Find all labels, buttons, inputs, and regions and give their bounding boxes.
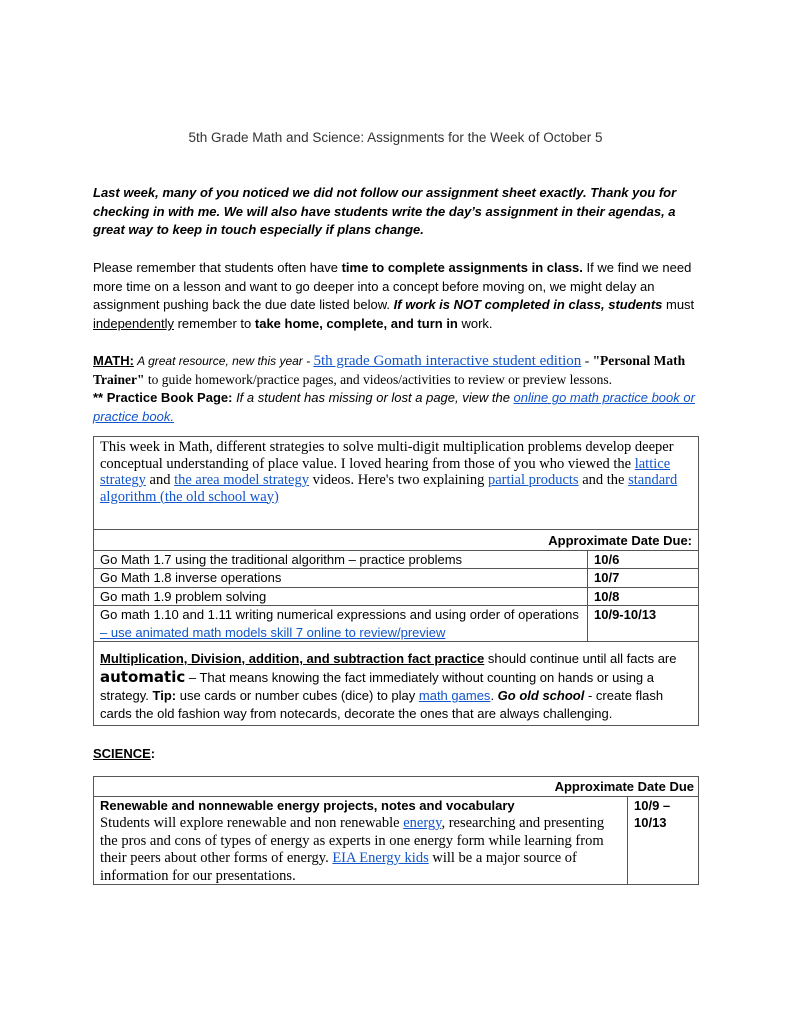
table-row [94, 587, 699, 606]
reminder-bold: time to complete assignments in class. [341, 260, 583, 275]
reminder-text: Please remember that students often have [93, 260, 342, 275]
partial-products-link[interactable]: partial products [487, 472, 579, 488]
due-date-cell: 10/7 [588, 569, 699, 588]
fact-text: – That means knowing the fact immediately without counting on hands or using a strategy. [100, 670, 654, 703]
science-task-description [100, 815, 604, 884]
due-date-cell [628, 796, 699, 885]
reminder-text: remember to [173, 316, 255, 332]
math-assignments-table [93, 436, 699, 726]
lattice-strategy-link[interactable]: lattice strategy [100, 455, 671, 488]
math-intro-text: and [145, 472, 175, 488]
table-row [94, 796, 699, 885]
fact-practice-cell [94, 642, 699, 726]
math-intro-text: and the [578, 472, 629, 488]
math-note: A great resource, new this year - [137, 354, 314, 368]
practice-book-line [93, 389, 698, 426]
eia-energy-kids-link[interactable]: EIA Energy kids [332, 850, 429, 866]
due-date-cell: 10/6 [588, 550, 699, 569]
science-task-cell [94, 796, 628, 885]
practice-prefix: ** Practice Book Page: [93, 390, 237, 406]
science-colon: : [150, 746, 156, 761]
science-date-header: Approximate Date Due [94, 777, 699, 797]
animated-math-models-link[interactable]: – use animated math models skill 7 online to review/preview [100, 624, 446, 640]
reminder-text: must [662, 297, 695, 313]
fact-text: . [490, 688, 498, 703]
task-cell [94, 606, 588, 642]
reminder-bold-italic: If work is NOT completed in class, students [393, 297, 663, 313]
due-date-line: 10/13 [634, 815, 667, 830]
science-assignments-table [93, 776, 699, 885]
science-task-title: Renewable and nonnewable energy projects, notes and vocabulary [100, 797, 515, 813]
reminder-text: If we find we need more time on a lesson and want to go deeper into a concept before moving on, we might delay an assignment pushing back the due date listed below. [93, 260, 692, 313]
area-model-strategy-link[interactable]: the area model strategy [174, 472, 309, 488]
automatic-word: automatic [100, 668, 186, 686]
math-date-header: Approximate Date Due: [94, 530, 699, 551]
reminder-bold: take home, complete, and turn in [254, 316, 458, 332]
reminder-paragraph [93, 259, 698, 334]
fact-text: use cards or number cubes (dice) to play [176, 688, 419, 703]
science-label: SCIENCE [93, 746, 151, 761]
table-row [94, 550, 699, 569]
fact-practice-heading: Multiplication, Division, addition, and subtraction fact practice [100, 651, 485, 666]
math-resource-line [93, 352, 698, 389]
personal-math-trainer: "Personal Math Trainer" [93, 353, 686, 387]
practice-book-link[interactable]: online go math practice book or practice book. [93, 390, 695, 425]
math-section-header [93, 352, 698, 427]
due-date-line: 10/9 – [634, 797, 671, 813]
task-cell: Go math 1.9 problem solving [94, 587, 588, 606]
standard-algorithm-link[interactable]: standard algorithm (the old school way) [100, 472, 678, 505]
task-cell: Go Math 1.8 inverse operations [94, 569, 588, 588]
science-desc-text: , researching and presenting the pros and cons of types of energy as experts in one energy form while learning from their peers about other forms of energy. [100, 815, 605, 866]
due-date-cell: 10/9-10/13 [588, 606, 699, 642]
energy-link[interactable]: energy [403, 815, 442, 831]
math-intro-cell [94, 437, 699, 530]
math-intro-text: videos. Here's two explaining [308, 472, 488, 488]
table-row [94, 606, 699, 642]
gomath-student-edition-link[interactable]: 5th grade Gomath interactive student edition [313, 353, 582, 369]
table-row [94, 569, 699, 588]
task-text: Go math 1.10 and 1.11 writing numerical expressions and using order of operations [100, 607, 579, 622]
trainer-text: to guide homework/practice pages, and videos/activities to review or preview lessons. [144, 371, 612, 387]
dash: - [581, 353, 593, 368]
reminder-underline: independently [93, 316, 174, 332]
math-games-link[interactable]: math games [418, 688, 491, 703]
due-date-cell: 10/8 [588, 587, 699, 606]
science-desc-text: will be a major source of information for our presentations. [100, 850, 577, 884]
go-old-school: Go old school [497, 688, 585, 703]
math-intro-text: This week in Math, different strategies to solve multi-digit multiplication problems develop deeper conceptual understanding of place value. I loved hearing from those of you who viewed the [100, 439, 674, 472]
fact-text: should continue until all facts are [484, 651, 677, 666]
practice-italic: If a student has missing or lost a page, view the [236, 390, 514, 406]
intro-paragraph: Last week, many of you noticed we did not follow our assignment sheet exactly. Thank you for checking in with me. We will also have students write the day’s assignment in their agendas, a great way to keep in touch especially if plans change. [93, 185, 677, 238]
math-label: MATH: [93, 353, 134, 368]
task-cell: Go Math 1.7 using the traditional algorithm – practice problems [94, 550, 588, 569]
science-desc-text: Students will explore renewable and non renewable [100, 815, 404, 831]
reminder-text: work. [457, 316, 493, 332]
science-section-label [93, 746, 155, 761]
page-title: 5th Grade Math and Science: Assignments for the Week of October 5 [188, 130, 603, 145]
fact-text: - create flash cards the old fashion way from notecards, decorate the ones that are always challenging. [100, 688, 664, 721]
tip-label: Tip: [152, 688, 177, 703]
